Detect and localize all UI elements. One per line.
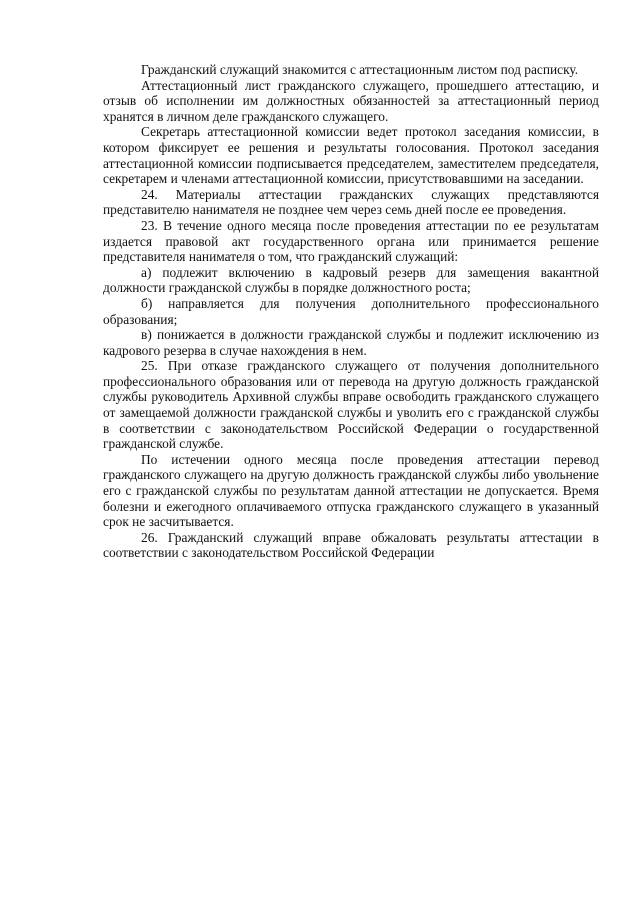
paragraph-receipt: Гражданский служащий знакомится с аттестационным листом под расписку.	[141, 62, 579, 77]
paragraph-subitem-v: в) понижается в должности гражданской службы и подлежит исключению из кадрового резерва в случае нахождения в нем.	[103, 327, 599, 358]
paragraph-item-23: 23. В течение одного месяца после проведения аттестации по ее результатам издается правовой акт государственного органа или принимается решение представителя нанимателя о том, что гражданский служащий:	[103, 217, 599, 265]
paragraph-commission-protocol: Секретарь аттестационной комиссии ведет протокол заседания комиссии, в котором фиксирует ее решения и результаты голосования. Протокол заседания аттестационной комиссии подписывается председателем, заместителем председателя, секретарем и членами аттестационной комиссии, присутствовавшими на заседании.	[103, 124, 599, 187]
document-body	[103, 62, 599, 561]
paragraph-subitem-b: б) направляется для получения дополнительного профессионального образования;	[103, 295, 599, 327]
paragraph-item-25: 25. При отказе гражданского служащего от получения дополнительного профессионального образования или от перевода на другую должность гражданской службы руководитель Архивной службы вправе освободить гражданского служащего от замещаемой должности гражданской службы и уволить его с гражданской службы в соответствии с законодательством Российской Федерации о государственной гражданской службе.	[103, 358, 599, 452]
paragraph-transfer-deadline: По истечении одного месяца после проведения аттестации перевод гражданского служащего на другую должность гражданской службы либо увольнение его с гражданской службы по результатам данной аттестации не допускается. Время болезни и ежегодного оплачиваемого отпуска гражданского служащего в указанный срок не засчитывается.	[103, 451, 599, 530]
paragraph-subitem-a: а) подлежит включению в кадровый резерв для замещения вакантной должности гражданской службы в порядке должностного роста;	[103, 264, 599, 296]
paragraph-item-24: 24. Материалы аттестации гражданских служащих представляются представителю нанимателя не позднее чем через семь дней после ее проведения.	[103, 186, 599, 218]
paragraph-attestation-sheet: Аттестационный лист гражданского служащего, прошедшего аттестацию, и отзыв об исполнении им должностных обязанностей за аттестационный период хранятся в личном деле гражданского служащего.	[103, 77, 599, 124]
paragraph-item-26: 26. Гражданский служащий вправе обжаловать результаты аттестации в соответствии с законодательством Российской Федерации	[103, 529, 599, 561]
